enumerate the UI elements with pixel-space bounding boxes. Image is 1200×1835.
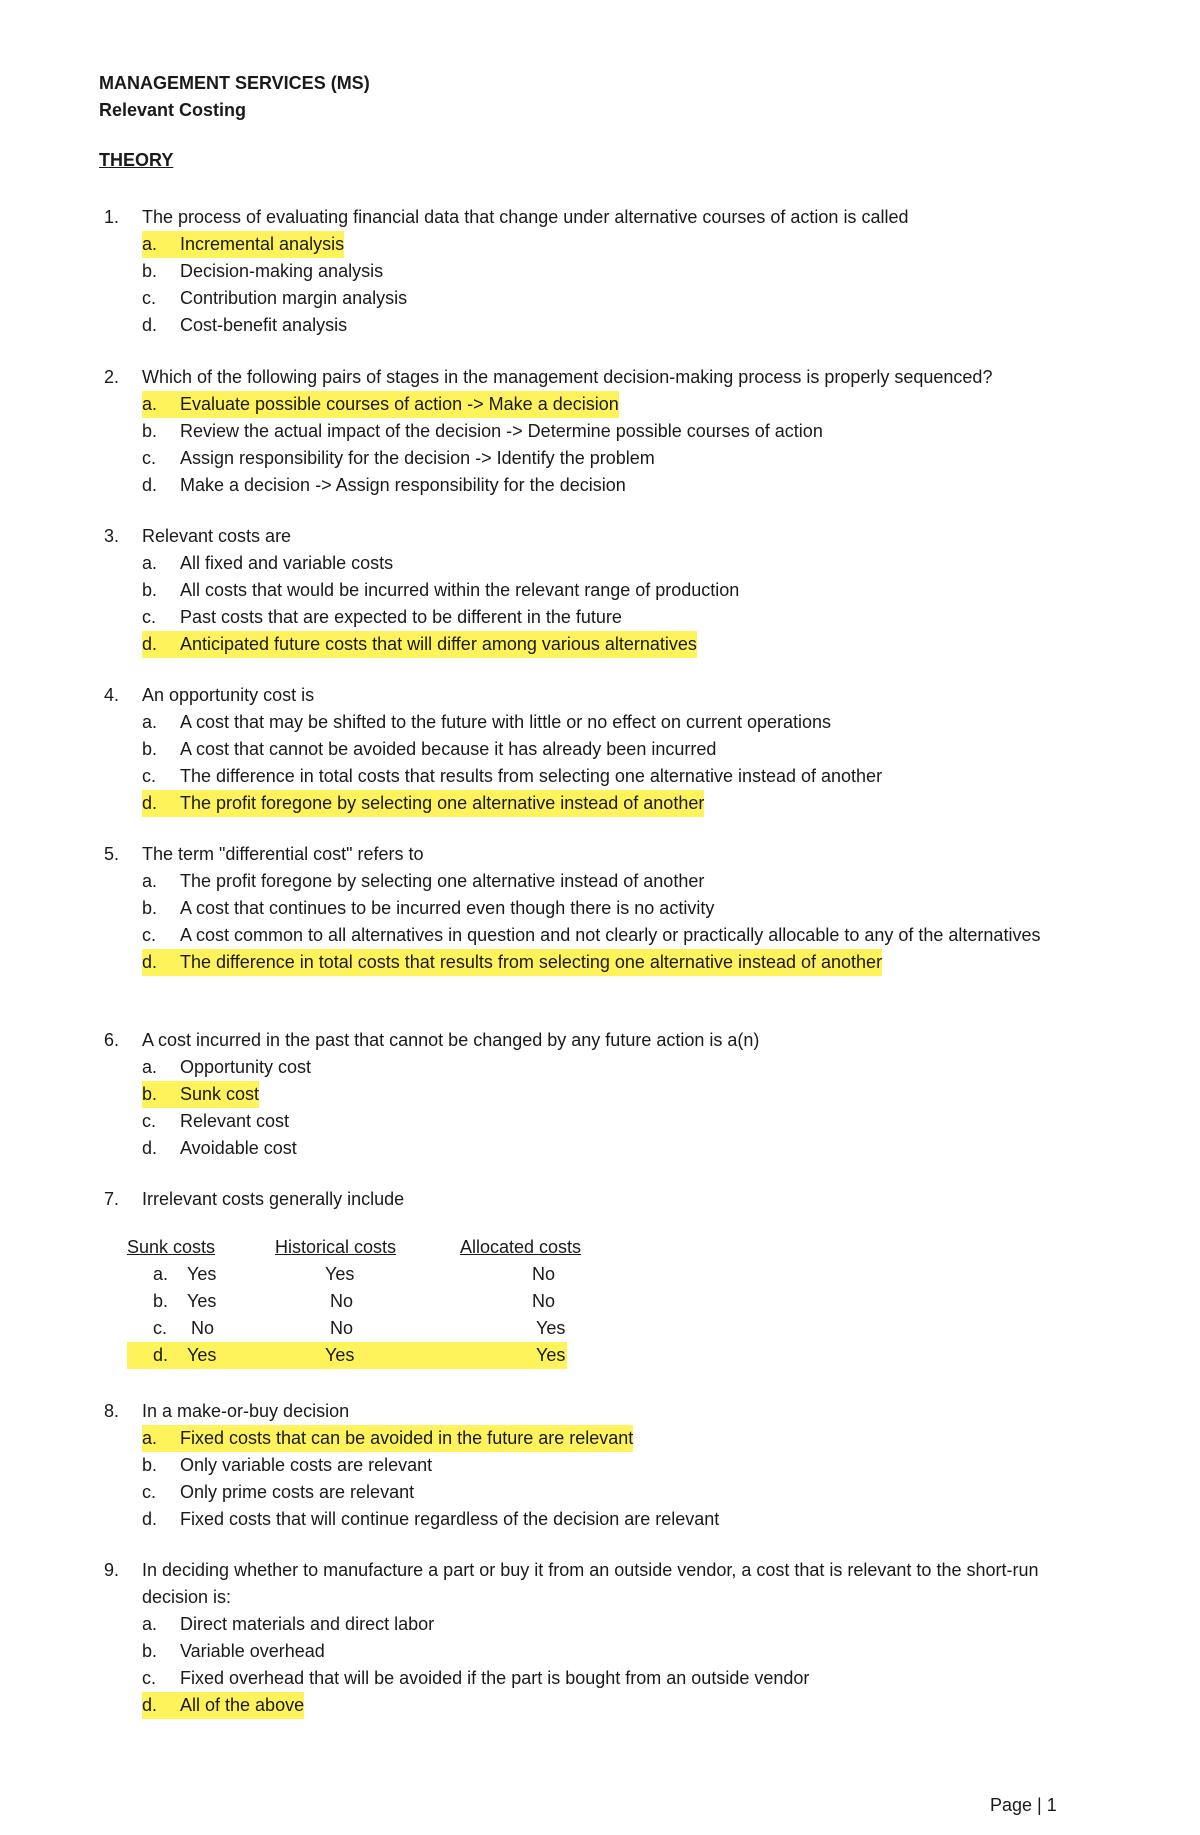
question-stem: The process of evaluating financial data that change under alternative courses of action is called xyxy=(142,207,909,227)
option-text: All fixed and variable costs xyxy=(180,553,394,573)
option-letter: c. xyxy=(142,766,157,786)
option-letter: a. xyxy=(142,1057,158,1077)
answer-highlight xyxy=(142,790,704,817)
option-letter: c. xyxy=(142,1668,157,1688)
option-letter: a. xyxy=(153,1264,169,1284)
table-header: Sunk costs xyxy=(127,1237,216,1257)
question-7 xyxy=(104,1186,1064,1213)
option-letter: b. xyxy=(142,261,158,281)
option-letter: a. xyxy=(142,394,158,414)
option-text: The difference in total costs that results from selecting one alternative instead of another xyxy=(180,952,883,972)
option-text: Review the actual impact of the decision -> Determine possible courses of action xyxy=(180,421,823,441)
answer-highlight xyxy=(142,1081,259,1108)
table-header: Allocated costs xyxy=(460,1237,582,1257)
table-cell: No xyxy=(191,1318,215,1338)
option-text: All costs that would be incurred within the relevant range of production xyxy=(180,580,740,600)
table-cell: Yes xyxy=(536,1318,566,1338)
option-text: Fixed overhead that will be avoided if the part is bought from an outside vendor xyxy=(180,1668,810,1688)
option-letter: a. xyxy=(142,712,158,732)
option-text: Assign responsibility for the decision -> Identify the problem xyxy=(180,448,655,468)
question-stem: The term "differential cost" refers to xyxy=(142,844,424,864)
question-stem: Relevant costs are xyxy=(142,526,292,546)
page-number: Page | 1 xyxy=(990,1795,1057,1815)
option-text: Evaluate possible courses of action -> Make a decision xyxy=(180,394,619,414)
option-text: A cost that cannot be avoided because it has already been incurred xyxy=(180,739,717,759)
option-text: Make a decision -> Assign responsibility for the decision xyxy=(180,475,626,495)
question-number: 7. xyxy=(104,1189,120,1209)
option-text: A cost common to all alternatives in question and not clearly or practically allocable to any of the alternatives xyxy=(180,925,1041,945)
option-text: Direct materials and direct labor xyxy=(180,1614,435,1634)
option-letter: a. xyxy=(142,1428,158,1448)
table-cell: Yes xyxy=(187,1345,217,1365)
option-letter: b. xyxy=(142,1455,158,1475)
question-stem: A cost incurred in the past that cannot be changed by any future action is a(n) xyxy=(142,1030,760,1050)
option-text: Relevant cost xyxy=(180,1111,290,1131)
option-letter: d. xyxy=(142,475,158,495)
option-text: Opportunity cost xyxy=(180,1057,312,1077)
option-letter: c. xyxy=(142,288,157,308)
option-text: The profit foregone by selecting one alternative instead of another xyxy=(180,871,705,891)
section-heading: THEORY xyxy=(99,150,174,170)
option-letter: d. xyxy=(142,634,158,654)
answer-highlight xyxy=(142,631,697,658)
question-6 xyxy=(104,1027,1064,1162)
table-cell: No xyxy=(330,1291,354,1311)
table-cell: Yes xyxy=(536,1345,566,1365)
option-letter: a. xyxy=(142,553,158,573)
option-letter: b. xyxy=(153,1291,169,1311)
table-cell: Yes xyxy=(187,1264,217,1284)
option-letter: b. xyxy=(142,898,158,918)
option-letter: b. xyxy=(142,1641,158,1661)
option-text: Sunk cost xyxy=(180,1084,260,1104)
question-number: 2. xyxy=(104,367,120,387)
question-2 xyxy=(104,364,1064,499)
option-letter: a. xyxy=(142,1614,158,1634)
option-text: All of the above xyxy=(180,1695,305,1715)
table-cell: No xyxy=(532,1291,556,1311)
question-8 xyxy=(104,1398,1064,1533)
table-header-row xyxy=(127,1234,610,1261)
question-number: 3. xyxy=(104,526,120,546)
table-cell: No xyxy=(330,1318,354,1338)
option-text: Fixed costs that can be avoided in the future are relevant xyxy=(180,1428,634,1448)
option-text: Contribution margin analysis xyxy=(180,288,408,308)
option-text: Fixed costs that will continue regardless of the decision are relevant xyxy=(180,1509,720,1529)
option-letter: c. xyxy=(142,448,157,468)
option-text: The profit foregone by selecting one alternative instead of another xyxy=(180,793,705,813)
option-letter: c. xyxy=(142,1111,157,1131)
table-row xyxy=(127,1261,610,1288)
answer-highlight xyxy=(142,949,882,976)
option-letter: d. xyxy=(142,315,158,335)
question-9 xyxy=(104,1557,1064,1719)
document-subtitle: Relevant Costing xyxy=(99,100,247,120)
question-5 xyxy=(104,841,1064,976)
document-title: MANAGEMENT SERVICES (MS) xyxy=(99,73,370,93)
option-letter: d. xyxy=(142,952,158,972)
table-cell: Yes xyxy=(325,1345,355,1365)
question-number: 8. xyxy=(104,1401,120,1421)
option-text: Variable overhead xyxy=(180,1641,325,1661)
option-letter: b. xyxy=(142,421,158,441)
answer-highlight xyxy=(142,1692,304,1719)
question-number: 5. xyxy=(104,844,120,864)
option-text: Incremental analysis xyxy=(180,234,345,254)
question-1 xyxy=(104,204,1064,339)
table-cell: Yes xyxy=(325,1264,355,1284)
option-text: A cost that may be shifted to the future with little or no effect on current operations xyxy=(180,712,832,732)
question-stem: An opportunity cost is xyxy=(142,685,315,705)
option-letter: b. xyxy=(142,1084,158,1104)
question-number: 9. xyxy=(104,1560,120,1580)
option-letter: d. xyxy=(142,1695,158,1715)
option-letter: a. xyxy=(142,234,158,254)
option-letter: d. xyxy=(153,1345,169,1365)
option-letter: c. xyxy=(142,607,157,627)
option-text: The difference in total costs that results from selecting one alternative instead of another xyxy=(180,766,883,786)
option-letter: b. xyxy=(142,739,158,759)
option-letter: c. xyxy=(153,1318,168,1338)
question-4 xyxy=(104,682,1064,817)
option-letter: d. xyxy=(142,793,158,813)
question-3 xyxy=(104,523,1064,658)
question-stem: Which of the following pairs of stages in the management decision-making process is properly sequenced? xyxy=(142,367,993,387)
option-text: Past costs that are expected to be different in the future xyxy=(180,607,622,627)
option-text: A cost that continues to be incurred even though there is no activity xyxy=(180,898,715,918)
table-cell: Yes xyxy=(187,1291,217,1311)
option-letter: c. xyxy=(142,925,157,945)
question-stem: In deciding whether to manufacture a part or buy it from an outside vendor, a cost that is relevant to the short-run decision is: xyxy=(142,1560,1039,1607)
table-row xyxy=(127,1315,610,1342)
answer-highlight xyxy=(142,391,619,418)
question-number: 1. xyxy=(104,207,120,227)
option-text: Avoidable cost xyxy=(180,1138,297,1158)
option-text: Cost-benefit analysis xyxy=(180,315,348,335)
option-letter: d. xyxy=(142,1509,158,1529)
question-number: 6. xyxy=(104,1030,120,1050)
option-letter: c. xyxy=(142,1482,157,1502)
option-letter: d. xyxy=(142,1138,158,1158)
question-stem: Irrelevant costs generally include xyxy=(142,1189,405,1209)
table-row-answer-highlight xyxy=(127,1342,567,1369)
answer-table xyxy=(127,1234,610,1369)
answer-highlight xyxy=(142,231,344,258)
option-text: Anticipated future costs that will differ among various alternatives xyxy=(180,634,697,654)
table-row xyxy=(127,1288,610,1315)
table-header: Historical costs xyxy=(275,1237,397,1257)
question-number: 4. xyxy=(104,685,120,705)
table-cell: No xyxy=(532,1264,556,1284)
option-letter: b. xyxy=(142,580,158,600)
answer-highlight xyxy=(142,1425,633,1452)
option-text: Only prime costs are relevant xyxy=(180,1482,415,1502)
document-header xyxy=(99,70,370,124)
option-letter: a. xyxy=(142,871,158,891)
option-text: Decision-making analysis xyxy=(180,261,384,281)
question-stem: In a make-or-buy decision xyxy=(142,1401,350,1421)
option-text: Only variable costs are relevant xyxy=(180,1455,433,1475)
